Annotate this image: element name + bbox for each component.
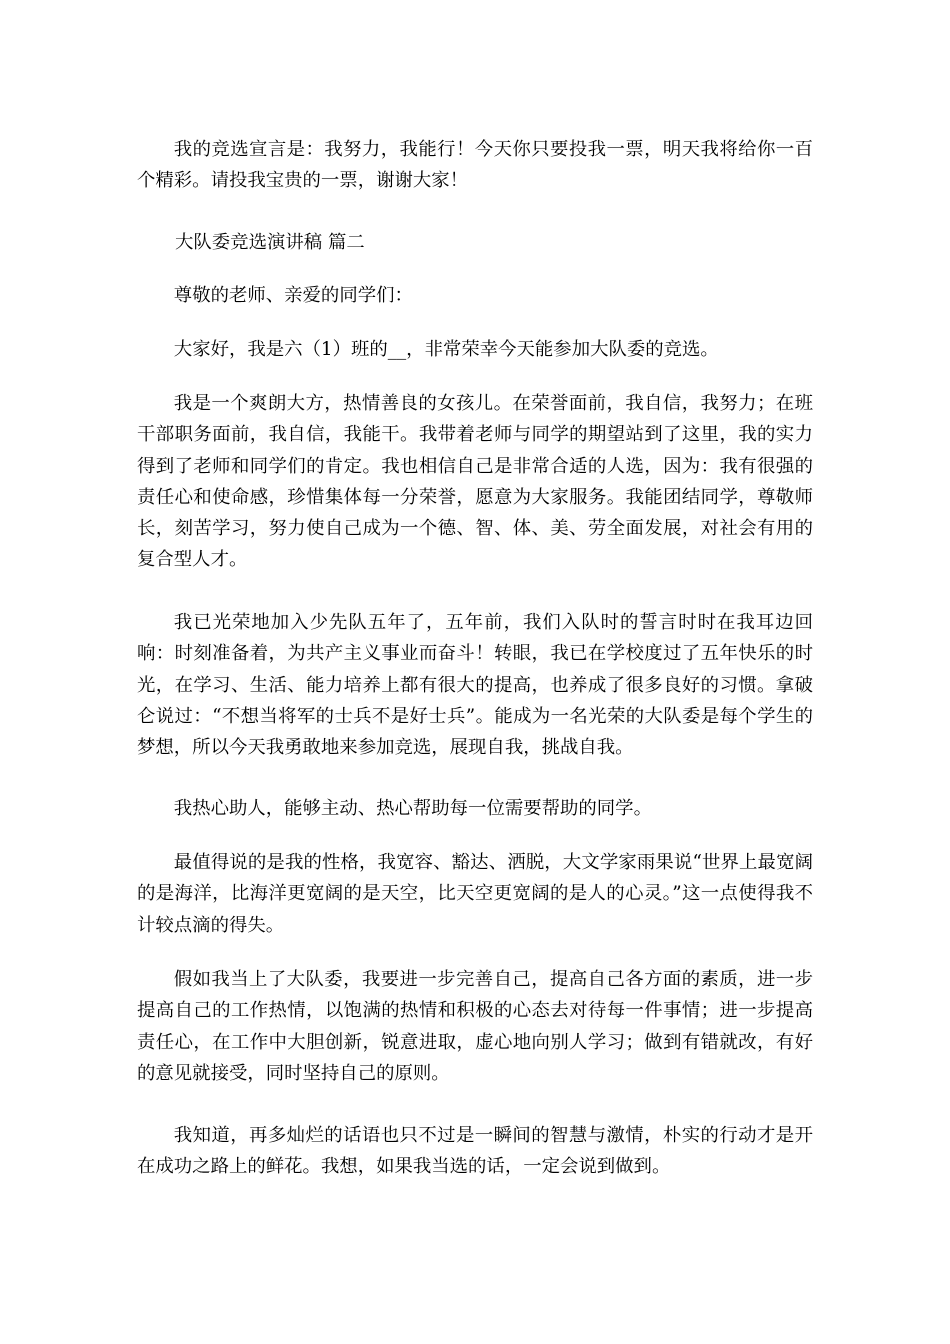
paragraph-character: 最值得说的是我的性格，我宽容、豁达、洒脱，大文学家雨果说“世界上最宽阔的是海洋，比海洋更宽阔的是天空，比天空更宽阔的是人的心灵。”这一点使得我不计较点滴的得失。: [137, 852, 813, 936]
paragraph-helpful: 我热心助人，能够主动、热心帮助每一位需要帮助的同学。: [173, 798, 652, 819]
paragraph-if-elected: 假如我当上了大队委，我要进一步完善自己，提高自己各方面的素质，进一步提高自己的工作热情，以饱满的热情和积极的心态去对待每一件事情；进一步提高责任心，在工作中大胆创新，锐意进取，虚心地向别人学习；做到有错就改，有好的意见就接受，同时坚持自己的原则。: [137, 969, 813, 1084]
paragraph-campaign-declaration: 我的竞选宣言是：我努力，我能行！今天你只要投我一票，明天我将给你一百个精彩。请投我宝贵的一票，谢谢大家！: [137, 139, 813, 192]
paragraph-personality: 我是一个爽朗大方，热情善良的女孩儿。在荣誉面前，我自信，我努力；在班干部职务面前，我自信，我能干。我带着老师与同学的期望站到了这里，我的实力得到了老师和同学们的肯定。我也相信自己是非常合适的人选，因为：我有很强的责任心和使命感，珍惜集体每一分荣誉，愿意为大家服务。我能团结同学，尊敬师长，刻苦学习，努力使自己成为一个德、智、体、美、劳全面发展，对社会有用的复合型人才。: [137, 393, 813, 571]
paragraph-introduction: 大家好，我是六（1）班的__，非常荣幸今天能参加大队委的竞选。: [173, 339, 719, 360]
paragraph-young-pioneers: 我已光荣地加入少先队五年了，五年前，我们入队时的誓言时时在我耳边回响：时刻准备着，为共产主义事业而奋斗！转眼，我已在学校度过了五年快乐的时光，在学习、生活、能力培养上都有很大的提高，也养成了很多良好的习惯。拿破仑说过：“不想当将军的士兵不是好士兵”。能成为一名光荣的大队委是每个学生的梦想，所以今天我勇敢地来参加竞选，展现自我，挑战自我。: [137, 612, 813, 759]
section-heading: 大队委竞选演讲稿 篇二: [175, 232, 365, 253]
paragraph-closing: 我知道，再多灿烂的话语也只不过是一瞬间的智慧与激情，朴实的行动才是开在成功之路上的鲜花。我想，如果我当选的话，一定会说到做到。: [137, 1125, 813, 1178]
paragraph-greeting: 尊敬的老师、亲爱的同学们：: [173, 285, 413, 306]
